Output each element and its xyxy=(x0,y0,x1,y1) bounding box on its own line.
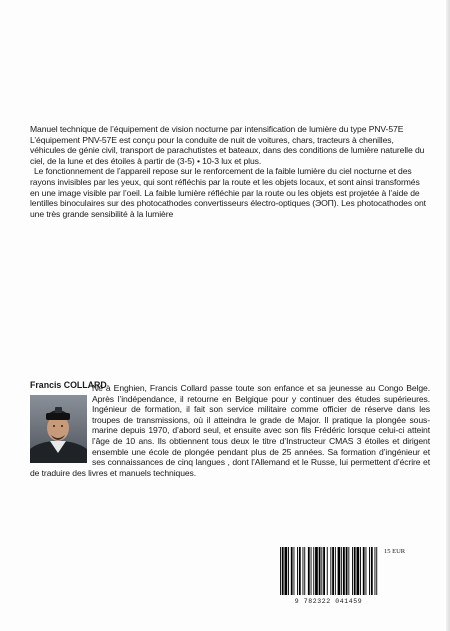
barcode-bar xyxy=(288,547,289,595)
summary-paragraph-2: Le fonctionnement de l’appareil repose sur le renforcement de la faible lumière du ciel nocturne et des rayons invisibles par les yeux, qui sont réfléchis par la route et les objets locaux, et sont ainsi transformés en une image visible par l’oeil. La faible lumière réfléchie par la route ou les objets est projetée à l’aide de lentilles binoculaires sur des photocathodes convertisseurs électro-optiques (ЭОП). Les photocathodes ont une très grande sensibilité à la lumière xyxy=(30,166,426,219)
author-name: Francis COLLARD xyxy=(30,380,107,390)
cover-edge xyxy=(446,0,450,631)
summary-paragraph-1: L’équipement PNV-57E est conçu pour la conduite de nuit de voitures, chars, tracteurs à chenilles, véhicules de génie civil, transport de parachutistes et bateaux, dans des conditions de lumière naturelle du ciel, de la lune et des étoiles à partir de (3-5) • 10-3 lux et plus. xyxy=(30,134,425,166)
barcode-bar xyxy=(360,547,361,595)
barcode-bar xyxy=(346,547,348,595)
barcode-bar xyxy=(371,547,373,595)
barcode-bar xyxy=(341,547,342,595)
barcode-bar xyxy=(354,547,356,595)
barcode-bar xyxy=(280,547,281,595)
barcode-bar xyxy=(313,547,314,595)
barcode-bar xyxy=(299,547,301,595)
barcode-bar xyxy=(338,547,341,595)
barcode-bar xyxy=(343,547,345,595)
price: 15 EUR xyxy=(384,548,406,555)
barcode-bar xyxy=(369,547,370,595)
barcode-bar xyxy=(366,547,367,595)
barcode-bar xyxy=(285,547,288,595)
barcode-bar xyxy=(332,547,334,595)
barcode xyxy=(276,545,381,605)
barcode-bar xyxy=(303,547,304,595)
barcode-bar xyxy=(335,547,336,595)
barcode-bar xyxy=(304,547,305,595)
author-bio xyxy=(30,383,430,478)
barcode-bar xyxy=(352,547,353,595)
barcode-bar xyxy=(376,547,377,595)
barcode-bar xyxy=(357,547,360,595)
barcode-bar xyxy=(311,547,312,595)
barcode-bar xyxy=(323,547,325,595)
barcode-bar xyxy=(297,547,298,595)
barcode-bar xyxy=(294,547,295,595)
book-summary xyxy=(30,124,428,219)
summary-title: Manuel technique de l’équipement de vision nocturne par intensification de lumière du type PNV-57E xyxy=(30,124,404,134)
barcode-bar xyxy=(321,547,322,595)
barcode-bar xyxy=(330,547,331,595)
barcode-bar xyxy=(308,547,310,595)
barcode-bar xyxy=(291,547,293,595)
barcode-bar xyxy=(363,547,365,595)
barcode-bar xyxy=(348,547,349,595)
barcode-bar xyxy=(319,547,321,595)
isbn-number: 9 782322 041459 xyxy=(294,598,363,605)
barcode-bar xyxy=(282,547,284,595)
barcode-bar xyxy=(315,547,318,595)
barcode-bar xyxy=(375,547,376,595)
author-bio-text: Né à Enghien, Francis Collard passe toute son enfance et sa jeunesse au Congo Belge. Après l’indépendance, il retourne en Belgique pour y continuer des études supérieures. Ingénieur de formation, il fait son service militaire comme officier de réserve dans les troupes de transmissions, où il atteindra le grade de Major. Il pratique la plongée sous-marine depuis 1970, d’abord seul, et ensuite avec son fils Frédéric lorsque celui-ci atteint l’âge de 10 ans. Ils obtiennent tous deux le titre d’Instructeur CMAS 3 étoiles et dirigent ensemble une école de plongée pendant plus de 25 années. Sa formation d’ingénieur et ses connaissances de cinq langues , dont l’Allemand et le Russe, lui permettent d’écrire et de traduire des livres et manuels techniques. xyxy=(30,383,430,478)
barcode-bar xyxy=(327,547,328,595)
